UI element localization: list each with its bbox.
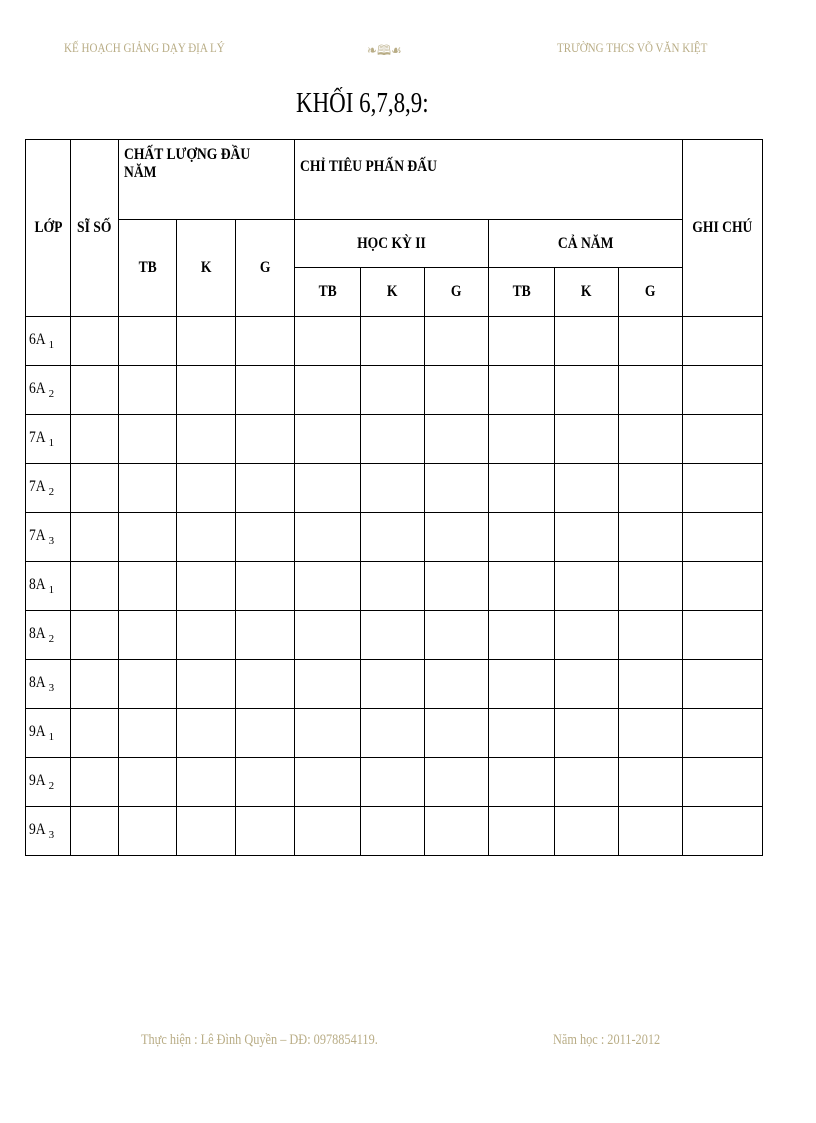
table-row — [26, 513, 763, 562]
empty-cell — [71, 562, 119, 611]
empty-cell — [683, 317, 763, 366]
empty-cell — [619, 611, 683, 660]
empty-cell — [489, 807, 555, 856]
empty-cell — [236, 660, 295, 709]
empty-cell — [555, 366, 619, 415]
empty-cell — [71, 807, 119, 856]
empty-cell — [119, 317, 177, 366]
footer-school-year: Năm học : 2011-2012 — [553, 1032, 661, 1048]
empty-cell — [236, 513, 295, 562]
header-ca-nam: CẢ NĂM — [489, 220, 683, 268]
empty-cell — [361, 611, 425, 660]
empty-cell — [295, 758, 361, 807]
empty-cell — [295, 415, 361, 464]
empty-cell — [683, 415, 763, 464]
empty-cell — [119, 366, 177, 415]
empty-cell — [71, 464, 119, 513]
empty-cell — [489, 709, 555, 758]
empty-cell — [619, 415, 683, 464]
empty-cell — [619, 709, 683, 758]
empty-cell — [177, 513, 236, 562]
class-label: 9A $_1$ — [26, 709, 71, 758]
empty-cell — [683, 660, 763, 709]
empty-cell — [295, 660, 361, 709]
empty-cell — [555, 709, 619, 758]
empty-cell — [619, 660, 683, 709]
empty-cell — [555, 611, 619, 660]
empty-cell — [555, 758, 619, 807]
empty-cell — [425, 317, 489, 366]
empty-cell — [119, 464, 177, 513]
empty-cell — [489, 758, 555, 807]
empty-cell — [177, 366, 236, 415]
empty-cell — [555, 807, 619, 856]
header-cl-tb: TB — [119, 220, 177, 317]
empty-cell — [555, 660, 619, 709]
empty-cell — [119, 562, 177, 611]
empty-cell — [177, 758, 236, 807]
empty-cell — [119, 513, 177, 562]
table-row — [26, 709, 763, 758]
class-label: 7A $_3$ — [26, 513, 71, 562]
class-label: 6A $_1$ — [26, 317, 71, 366]
empty-cell — [71, 758, 119, 807]
empty-cell — [555, 415, 619, 464]
class-label: 8A $_2$ — [26, 611, 71, 660]
empty-cell — [619, 513, 683, 562]
header-hoc-ky: HỌC KỲ II — [295, 220, 489, 268]
header-si-so: SĨ SỐ — [71, 140, 119, 317]
empty-cell — [177, 660, 236, 709]
header-cn-tb: TB — [489, 268, 555, 317]
empty-cell — [71, 317, 119, 366]
empty-cell — [119, 611, 177, 660]
empty-cell — [683, 807, 763, 856]
empty-cell — [425, 513, 489, 562]
empty-cell — [236, 317, 295, 366]
empty-cell — [425, 366, 489, 415]
empty-cell — [361, 709, 425, 758]
empty-cell — [555, 317, 619, 366]
empty-cell — [295, 317, 361, 366]
empty-cell — [236, 415, 295, 464]
empty-cell — [236, 562, 295, 611]
empty-cell — [295, 513, 361, 562]
empty-cell — [177, 611, 236, 660]
class-label: 9A $_2$ — [26, 758, 71, 807]
empty-cell — [177, 709, 236, 758]
header-hk-tb: TB — [295, 268, 361, 317]
table-row — [26, 562, 763, 611]
empty-cell — [425, 709, 489, 758]
empty-cell — [119, 758, 177, 807]
class-label: 8A $_1$ — [26, 562, 71, 611]
empty-cell — [425, 611, 489, 660]
empty-cell — [236, 709, 295, 758]
header-hk-k: K — [361, 268, 425, 317]
empty-cell — [555, 513, 619, 562]
empty-cell — [236, 758, 295, 807]
empty-cell — [71, 611, 119, 660]
header-cl-k: K — [177, 220, 236, 317]
empty-cell — [295, 366, 361, 415]
empty-cell — [683, 366, 763, 415]
header-ghi-chu: GHI CHÚ — [683, 140, 763, 317]
empty-cell — [425, 807, 489, 856]
table-row — [26, 464, 763, 513]
table-row — [26, 758, 763, 807]
empty-cell — [119, 709, 177, 758]
empty-cell — [489, 464, 555, 513]
empty-cell — [361, 366, 425, 415]
empty-cell — [489, 317, 555, 366]
empty-cell — [683, 464, 763, 513]
empty-cell — [425, 660, 489, 709]
header-cn-k: K — [555, 268, 619, 317]
header-chat-luong: CHẤT LƯỢNG ĐẦU NĂM — [119, 140, 295, 220]
header-chi-tieu: CHỈ TIÊU PHẤN ĐẤU — [295, 140, 683, 220]
empty-cell — [361, 464, 425, 513]
empty-cell — [71, 366, 119, 415]
empty-cell — [683, 758, 763, 807]
empty-cell — [236, 464, 295, 513]
class-label: 7A $_1$ — [26, 415, 71, 464]
empty-cell — [295, 709, 361, 758]
table-row — [26, 415, 763, 464]
class-label: 6A $_2$ — [26, 366, 71, 415]
empty-cell — [177, 415, 236, 464]
empty-cell — [236, 366, 295, 415]
empty-cell — [425, 758, 489, 807]
header-right-text: TRƯỜNG THCS VÕ VĂN KIỆT — [557, 40, 708, 55]
plan-table — [25, 139, 763, 856]
empty-cell — [361, 660, 425, 709]
empty-cell — [683, 562, 763, 611]
empty-cell — [177, 464, 236, 513]
empty-cell — [295, 611, 361, 660]
empty-cell — [177, 317, 236, 366]
table-row — [26, 660, 763, 709]
empty-cell — [71, 660, 119, 709]
empty-cell — [119, 415, 177, 464]
empty-cell — [119, 807, 177, 856]
empty-cell — [177, 807, 236, 856]
header-left-text: KẾ HOẠCH GIẢNG DẠY ĐỊA LÝ — [64, 40, 225, 55]
empty-cell — [71, 415, 119, 464]
empty-cell — [295, 464, 361, 513]
empty-cell — [361, 513, 425, 562]
empty-cell — [619, 366, 683, 415]
empty-cell — [555, 464, 619, 513]
empty-cell — [683, 709, 763, 758]
class-label: 9A $_3$ — [26, 807, 71, 856]
empty-cell — [361, 807, 425, 856]
table-row — [26, 366, 763, 415]
empty-cell — [177, 562, 236, 611]
empty-cell — [425, 415, 489, 464]
empty-cell — [71, 513, 119, 562]
empty-cell — [361, 562, 425, 611]
empty-cell — [619, 807, 683, 856]
empty-cell — [295, 562, 361, 611]
empty-cell — [489, 562, 555, 611]
empty-cell — [295, 807, 361, 856]
empty-cell — [683, 513, 763, 562]
empty-cell — [619, 758, 683, 807]
empty-cell — [361, 758, 425, 807]
header-lop: LỚP — [26, 140, 71, 317]
empty-cell — [71, 709, 119, 758]
table-row — [26, 611, 763, 660]
empty-cell — [489, 415, 555, 464]
empty-cell — [361, 415, 425, 464]
empty-cell — [683, 611, 763, 660]
empty-cell — [119, 660, 177, 709]
empty-cell — [555, 562, 619, 611]
empty-cell — [236, 611, 295, 660]
footer-author: Thực hiện : Lê Đình Quyền – DĐ: 0978854119. — [141, 1032, 378, 1048]
empty-cell — [425, 562, 489, 611]
table-row — [26, 317, 763, 366]
empty-cell — [619, 317, 683, 366]
empty-cell — [619, 464, 683, 513]
header-cl-g: G — [236, 220, 295, 317]
empty-cell — [489, 513, 555, 562]
empty-cell — [489, 660, 555, 709]
header-cn-g: G — [619, 268, 683, 317]
empty-cell — [425, 464, 489, 513]
empty-cell — [489, 366, 555, 415]
table-row — [26, 807, 763, 856]
page-title: KHỐI 6,7,8,9: — [296, 88, 429, 119]
class-label: 8A $_3$ — [26, 660, 71, 709]
empty-cell — [489, 611, 555, 660]
empty-cell — [619, 562, 683, 611]
header-ornament-icon: ❧🕮☙ — [367, 44, 402, 59]
class-label: 7A $_2$ — [26, 464, 71, 513]
header-hk-g: G — [425, 268, 489, 317]
empty-cell — [236, 807, 295, 856]
empty-cell — [361, 317, 425, 366]
